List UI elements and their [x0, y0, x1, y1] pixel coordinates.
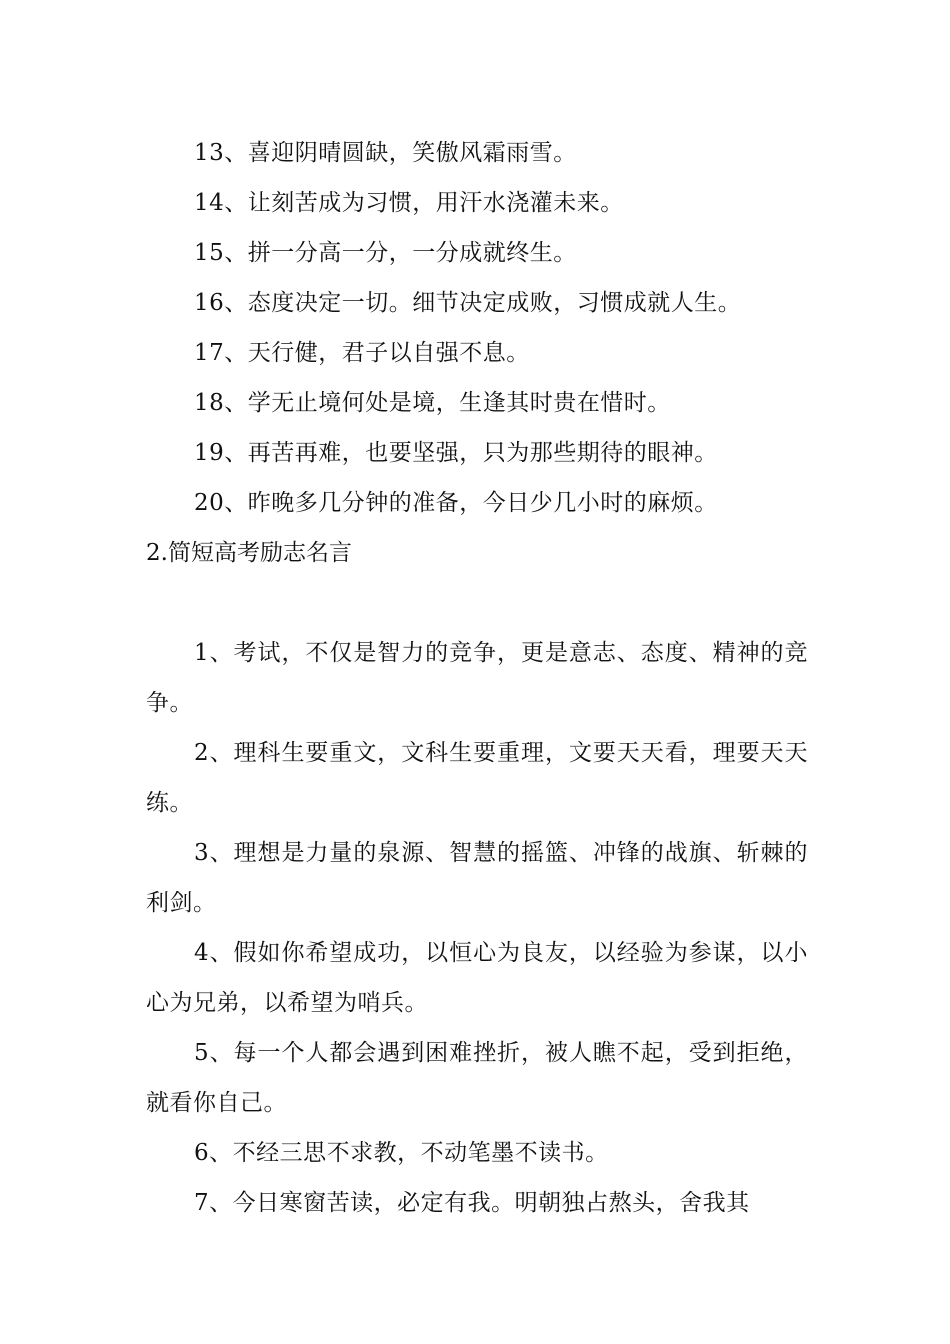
quote-item-5: 5、每一个人都会遇到困难挫折，被人瞧不起，受到拒绝，就看你自己。: [146, 1040, 808, 1116]
list-item-17: 17、天行健，君子以自强不息。: [194, 340, 530, 366]
quote-item-6: 6、不经三思不求教，不动笔墨不读书。: [194, 1140, 609, 1166]
quote-item-3: 3、理想是力量的泉源、智慧的摇篮、冲锋的战旗、斩棘的利剑。: [146, 840, 808, 916]
quote-item-2: 2、理科生要重文，文科生要重理，文要天天看，理要天天练。: [146, 740, 808, 816]
list-item-16: 16、态度决定一切。细节决定成败，习惯成就人生。: [194, 290, 742, 316]
list-item-15: 15、拼一分高一分，一分成就终生。: [194, 240, 577, 266]
section-heading: 2.简短高考励志名言: [146, 540, 352, 566]
quote-item-7: 7、今日寒窗苦读，必定有我。明朝独占熬头，舍我其: [194, 1190, 750, 1216]
list-item-18: 18、学无止境何处是境，生逢其时贵在惜时。: [194, 390, 671, 416]
list-item-20: 20、昨晚多几分钟的准备，今日少几小时的麻烦。: [194, 490, 718, 516]
list-item-19: 19、再苦再难，也要坚强，只为那些期待的眼神。: [194, 440, 718, 466]
list-item-13: 13、喜迎阴晴圆缺，笑傲风霜雨雪。: [194, 140, 577, 166]
list-item-14: 14、让刻苦成为习惯，用汗水浇灌未来。: [194, 190, 624, 216]
quote-item-4: 4、假如你希望成功，以恒心为良友，以经验为参谋，以小心为兄弟，以希望为哨兵。: [146, 940, 808, 1016]
quote-item-1: 1、考试，不仅是智力的竞争，更是意志、态度、精神的竞争。: [146, 640, 808, 716]
document-body: [146, 128, 808, 1228]
blank-line: [146, 578, 808, 628]
